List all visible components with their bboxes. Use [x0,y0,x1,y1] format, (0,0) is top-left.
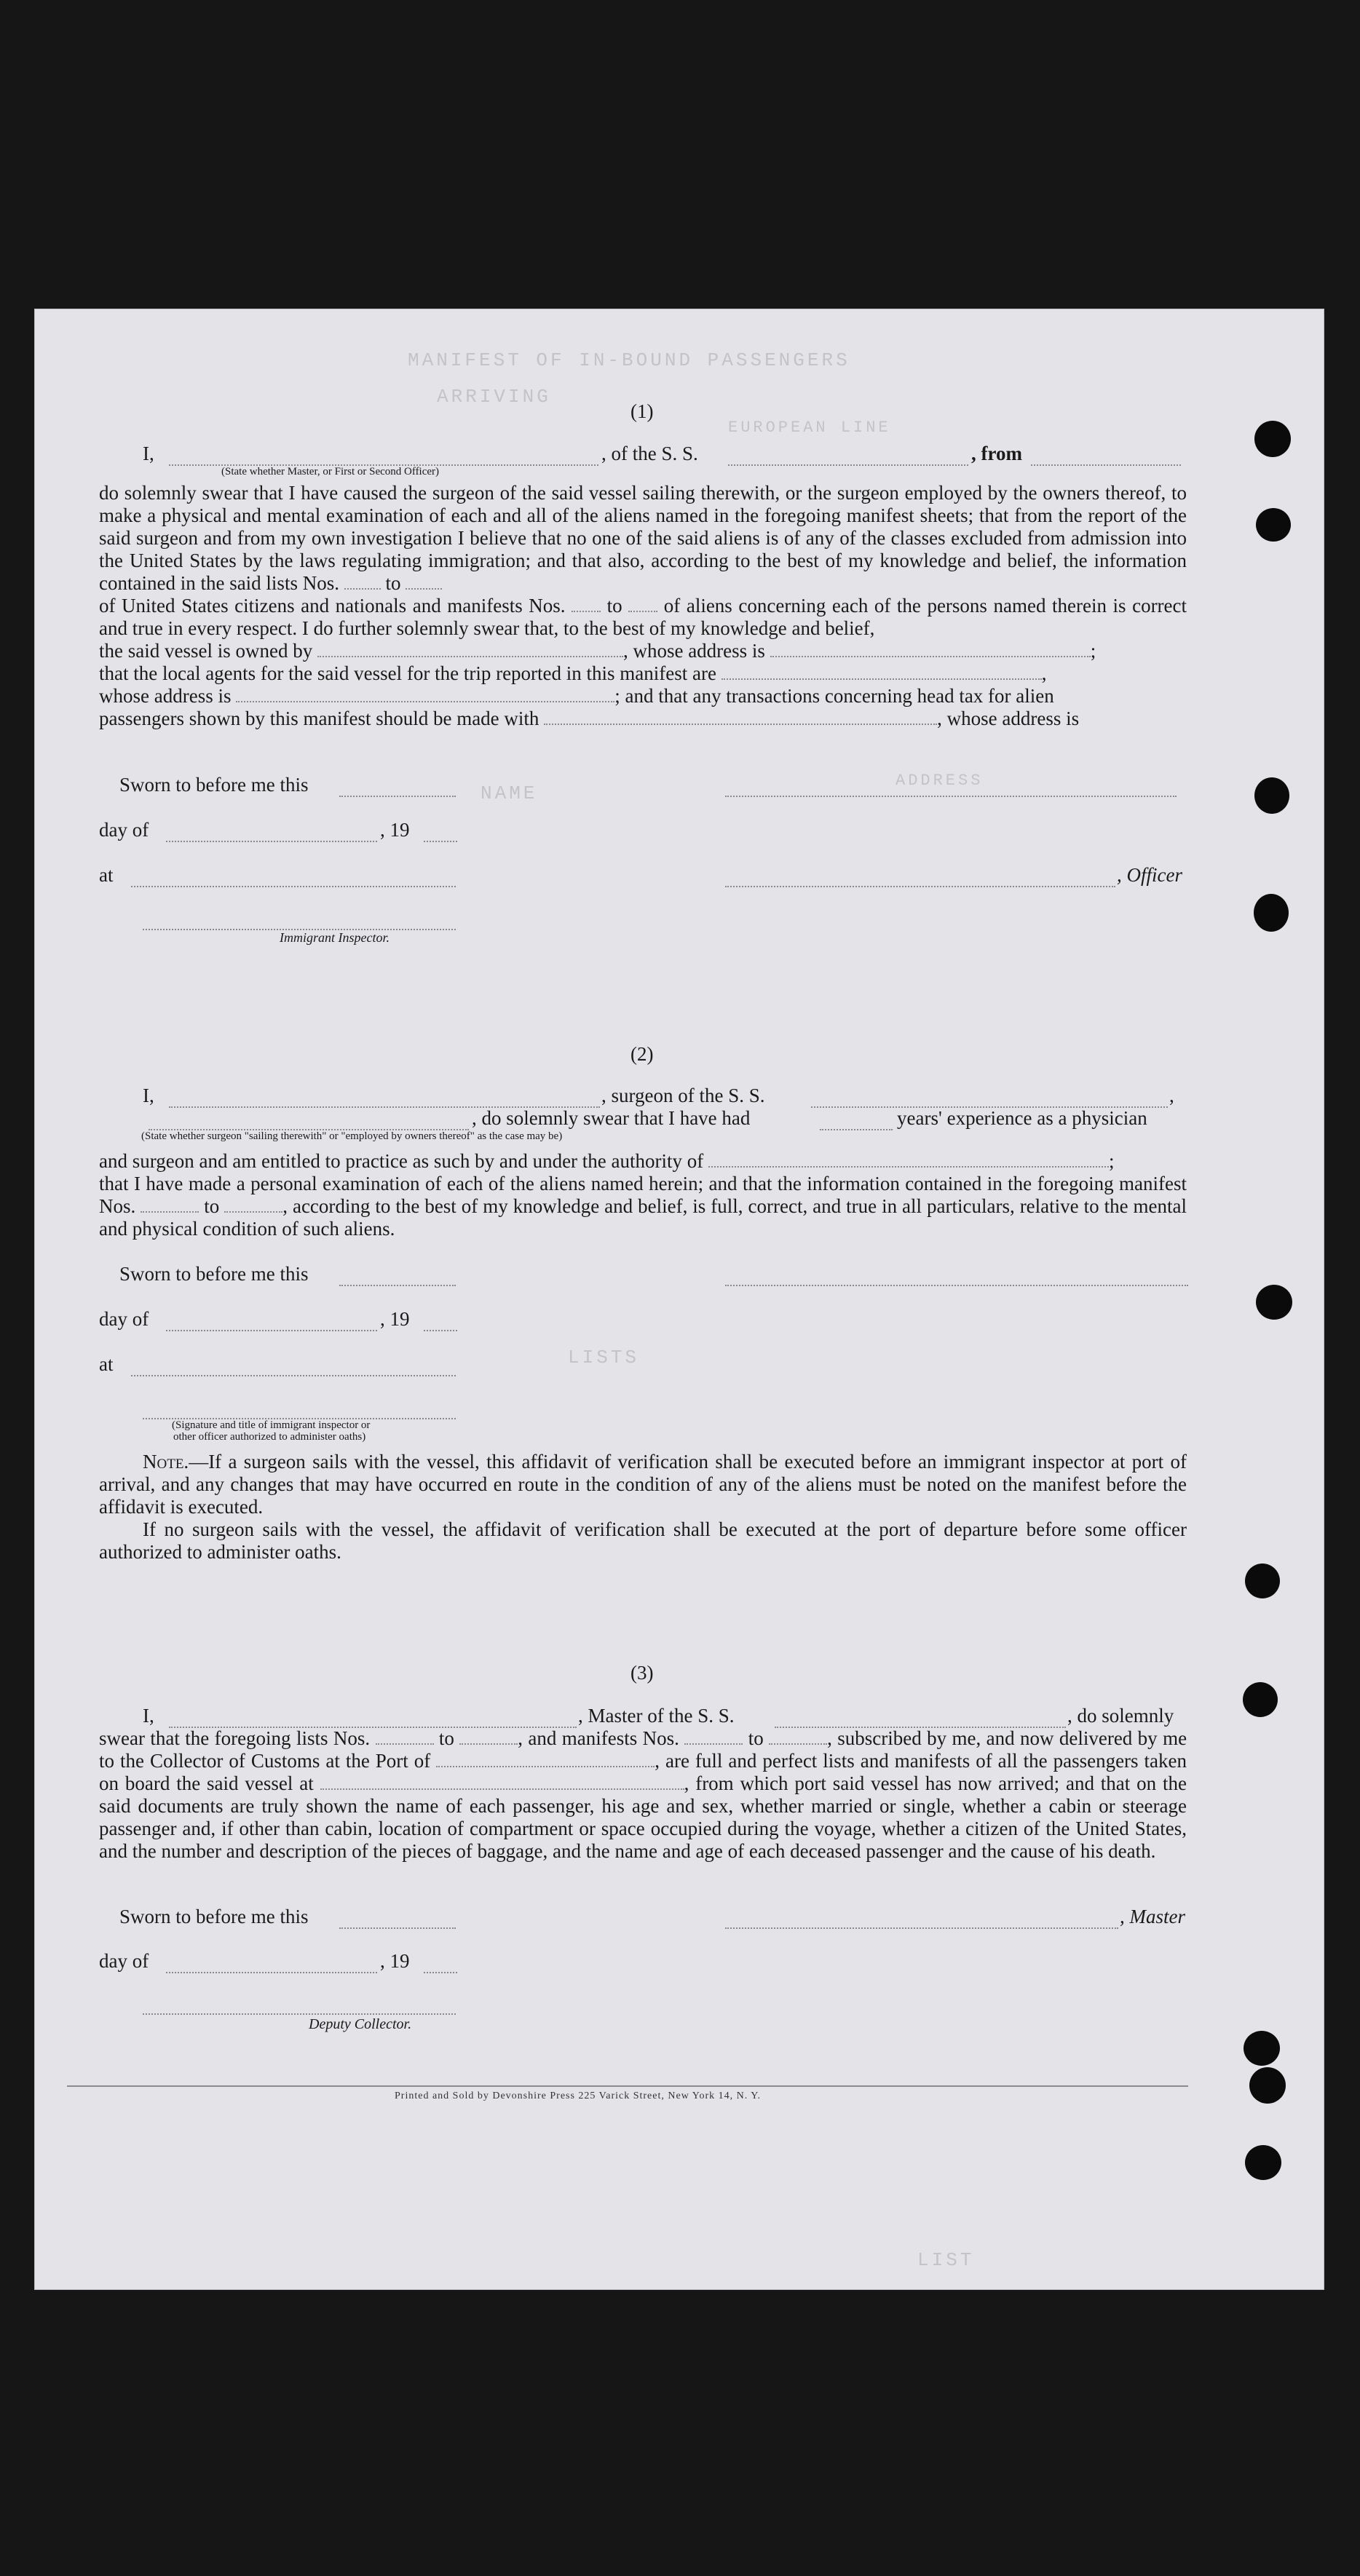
inspector-caption: Immigrant Inspector. [280,930,390,945]
year-label: , 19 [380,819,410,841]
master-paragraph: swear that the foregoing lists Nos. to , and manifests Nos. to , subscribed by me, and now delivered by me to the Collector of Customs at the Port of , are full and perfect lists and manifests of all the passengers taken on board the said vessel at , from which port said vessel has now arrived; and that on the said documents are truly shown the name of each passenger, his age and sex, whether married or single, whether a cabin or steerage passenger and, if other than cabin, location of compartment or space occupied during the voyage, whether a citizen of the United States, and the number and description of the pieces of baggage, and the name and age of each deceased passenger and the cause of his death. [99,1727,1187,1862]
caption: (State whether surgeon "sailing therewith" or "employed by owners thereof" as the case may be) [141,1130,563,1142]
oath-paragraph: do solemnly swear that I have caused the surgeon of the said vessel sailing therewith, or the surgeon employed by the owners thereof, to make a physical and mental examination of each and all of the aliens named in the foregoing manifest sheets; that from the report of the said surgeon and from my own investigation I believe that no one of the said aliens is of any of the classes excluded from admission into the United States by the laws regulating immigration; and that also, according to the best of my knowledge and belief, the information contained in the said lists Nos. to of United States citizens and nationals and manifests Nos. to of aliens concerning each of the persons named therein is correct and true in every respect. I do further solemnly swear that, to the best of my knowledge and belief, the said vessel is owned by , whose address is ; that the local agents for the said vessel for the trip reported in this manifest are , whose address is ; and that any transactions concerning head tax for alien passengers shown by this manifest should be made with , whose address is [99,482,1187,729]
bleed-through-text: LISTS [568,1347,640,1368]
oath-opening: I, [143,443,154,464]
bleed-through-text: ARRIVING [437,386,551,408]
surgeon-paragraph: and surgeon and am entitled to practice as such by and under the authority of ; that I have made a personal examination of each of the aliens named herein; and that the information contained in the foregoing manifest Nos. to , according to the best of my knowledge and belief, is full, correct, and true in all particulars, relative to the mental and physical condition of such aliens. [99,1150,1187,1240]
ship-label: , of the S. S. [601,443,698,464]
printer-imprint: Printed and Sold by Devonshire Press 225 Varick Street, New York 14, N. Y. [395,2090,762,2101]
at-label: at [99,1353,114,1375]
punch-hole [1245,1564,1280,1598]
punch-hole [1244,2031,1280,2066]
bleed-through-text: MANIFEST OF IN-BOUND PASSENGERS [408,349,850,371]
caption: other officer authorized to administer oaths) [173,1431,366,1443]
years-label: years' experience as a physician [897,1107,1147,1129]
caption: (State whether Master, or First or Second Officer) [221,466,440,477]
bleed-through-text: LIST [917,2249,975,2271]
year-label: , 19 [380,1308,410,1330]
oath-opening: I, [143,1705,154,1727]
day-label: day of [99,819,149,841]
punch-hole [1254,777,1289,814]
surgeon-label: , surgeon of the S. S. [601,1085,765,1106]
footer-divider [67,2085,1188,2087]
solemnly-label: , do solemnly swear that I have had [472,1107,751,1129]
note-paragraph: Note.—If a surgeon sails with the vessel, this affidavit of verification shall be executed before an immigrant inspector at port of arrival, and any changes that may have occurred en route in the condition of any of the aliens must be noted on the manifest before the affidavit is executed. If no surgeon sails with the vessel, the affidavit of verification shall be executed at the port of departure before some officer authorized to administer oaths. [99,1451,1187,1563]
master-label: , Master of the S. S. [578,1705,735,1727]
sworn-label: Sworn to before me this [119,1906,309,1927]
day-label: day of [99,1950,149,1972]
punch-hole [1245,2145,1281,2180]
solemnly-label: , do solemnly [1067,1705,1174,1727]
at-label: at [99,864,114,886]
sworn-label: Sworn to before me this [119,774,309,796]
caption: (Signature and title of immigrant inspector or [172,1419,371,1431]
punch-hole [1249,2067,1286,2104]
bleed-through-text: ADDRESS [896,772,984,790]
punch-hole [1256,508,1291,542]
punch-hole [1254,421,1291,457]
section-number: (2) [630,1043,654,1065]
punch-hole [1256,1285,1292,1320]
day-label: day of [99,1308,149,1330]
sworn-label: Sworn to before me this [119,1263,309,1285]
comma: , [1169,1085,1174,1106]
officer-label: , Officer [1117,864,1182,886]
section-number: (1) [630,400,654,422]
year-label: , 19 [380,1950,410,1972]
section-number: (3) [630,1662,654,1684]
deputy-caption: Deputy Collector. [309,2016,412,2032]
punch-hole [1243,1682,1278,1717]
from-label: , from [971,443,1022,464]
punch-hole [1254,894,1289,932]
bleed-through-text: EUROPEAN LINE [728,419,891,437]
master-signature-label: , Master [1120,1906,1185,1927]
bleed-through-text: NAME [481,782,538,804]
oath-opening: I, [143,1085,154,1106]
